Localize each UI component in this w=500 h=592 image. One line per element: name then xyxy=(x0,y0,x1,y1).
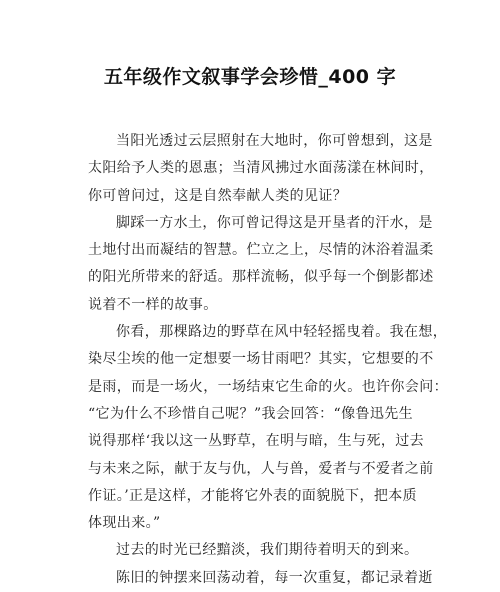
paragraph-line: 与未来之际，献于友与仇，人与兽，爱者与不爱者之前 xyxy=(88,460,434,477)
paragraph-line: 过去的时光已经黯淡，我们期待着明天的到来。 xyxy=(116,542,419,559)
paragraph-line: 土地付出而凝结的智慧。伫立之上，尽情的沐浴着温柔 xyxy=(88,242,434,259)
paragraph-line: 是雨，而是一场火，一场结束它生命的火。也许你会问： xyxy=(88,378,448,395)
paragraph-line: 体现出来。” xyxy=(88,515,161,532)
paragraph-line: 的阳光所带来的舒适。那样流畅，似乎每一个倒影都述 xyxy=(88,269,434,286)
paragraph-line: “它为什么不珍惜自己呢？”我会回答：“像鲁迅先生 xyxy=(88,405,414,422)
paragraph-line: 当阳光透过云层照射在大地时，你可曾想到，这是 xyxy=(116,133,433,149)
paragraph-line: 你看，那棵路边的野草在风中轻轻摇曳着。我在想， xyxy=(116,324,448,341)
document-title: 五年级作文叙事学会珍惜_400 字 xyxy=(103,66,397,88)
document-body xyxy=(88,128,448,592)
paragraph-line: 陈旧的钟摆来回荡动着，每一次重复，都记录着逝 xyxy=(116,569,433,586)
paragraph-line: 染尽尘埃的他一定想要一场甘雨吧？其实，它想要的不 xyxy=(88,351,434,368)
paragraph-line: 说着不一样的故事。 xyxy=(88,296,218,313)
paragraph-line: 脚踩一方水土，你可曾记得这是开垦者的汗水，是 xyxy=(116,214,433,231)
paragraph-line: 说得那样‘我以这一丛野草，在明与暗，生与死，过去 xyxy=(88,433,425,450)
paragraph-line: 你可曾问过，这是自然奉献人类的见证？ xyxy=(88,187,348,204)
paragraph-line: 太阳给予人类的恩惠；当清风拂过水面荡漾在林间时， xyxy=(88,160,434,177)
paragraph-line: 作证。’正是这样，才能将它外表的面貌脱下，把本质 xyxy=(88,487,418,504)
